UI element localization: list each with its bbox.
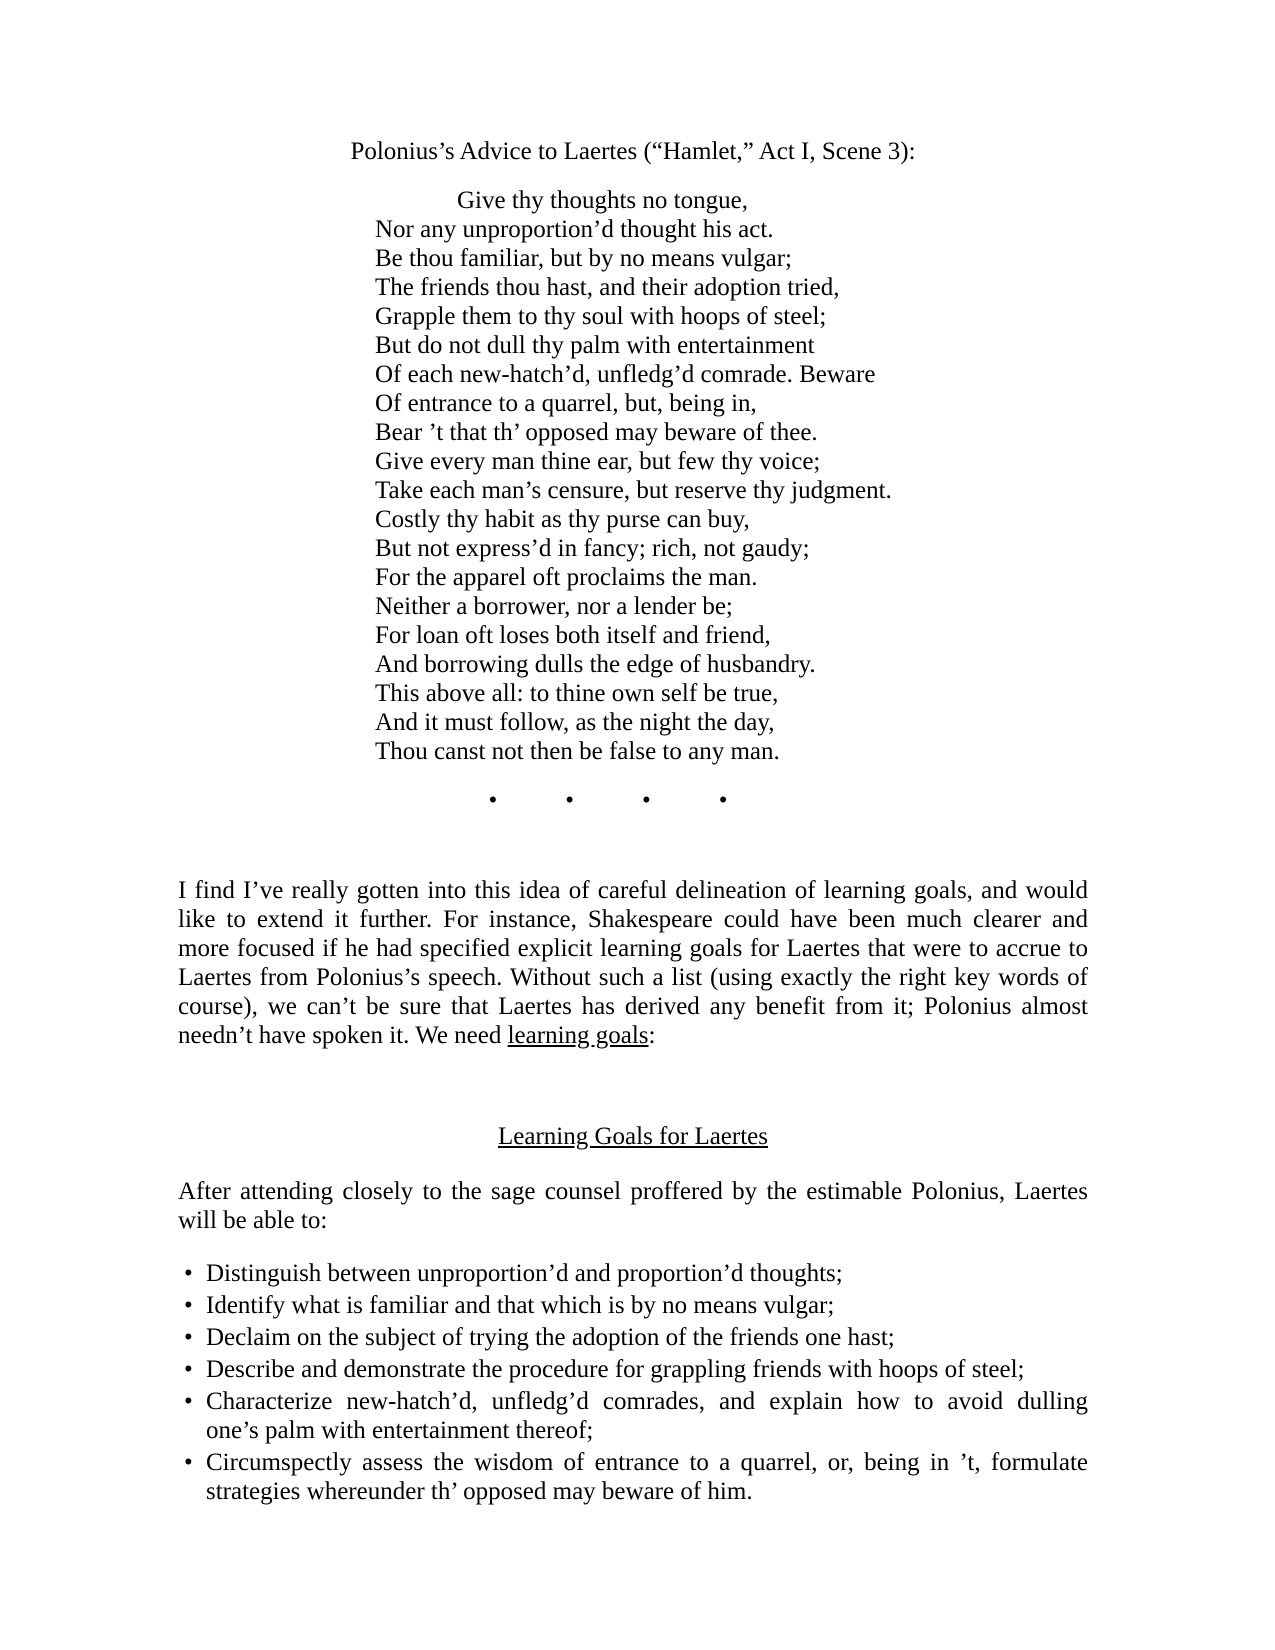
document-page (178, 0, 1088, 1506)
list-item (178, 1448, 1088, 1506)
goal-line: Distinguish between unproportion’d and proportion’d thoughts; (206, 1260, 843, 1287)
section-heading: Learning Goals for Laertes (497, 1123, 769, 1150)
poem-line: Costly thy habit as thy purse can buy, (375, 506, 750, 533)
poem-line: For the apparel oft proclaims the man. (375, 564, 758, 591)
underlined-phrase: learning goals (507, 1022, 649, 1049)
commentary-last-line-prefix: needn’t have spoken it. We need (178, 1022, 508, 1049)
section-separator (153, 786, 1063, 815)
bullet-icon: • (184, 1260, 193, 1287)
intro-paragraph (178, 1177, 1088, 1235)
intro-line: After attending closely to the sage counsel proffered by the estimable Polonius, Laertes (178, 1178, 1088, 1205)
list-item (178, 1355, 1088, 1384)
poem-line: Neither a borrower, nor a lender be; (375, 593, 733, 620)
bullet-icon: • (184, 1449, 193, 1476)
poem-line: Be thou familiar, but by no means vulgar; (375, 245, 792, 272)
poem-line: Grapple them to thy soul with hoops of steel; (375, 303, 827, 330)
separator-bullet-icon: • (488, 787, 498, 814)
poem-line: Of entrance to a quarrel, but, being in, (375, 390, 757, 417)
commentary-line: more focused if he had specified explicit learning goals for Laertes that were to accrue to (178, 935, 1088, 962)
poem-title: Polonius’s Advice to Laertes (“Hamlet,” Act I, Scene 3): (350, 138, 916, 165)
list-item (178, 1323, 1088, 1352)
goal-line: Identify what is familiar and that which is by no means vulgar; (206, 1292, 835, 1319)
list-item (178, 1259, 1088, 1288)
learning-goals-list (178, 1259, 1088, 1506)
poem-line: But not express’d in fancy; rich, not gaudy; (375, 535, 810, 562)
separator-bullet-icon: • (565, 787, 574, 814)
poem-line: Of each new-hatch’d, unfledg’d comrade. Beware (375, 361, 876, 388)
goal-line: Characterize new-hatch’d, unfledg’d comrades, and explain how to avoid dulling (206, 1388, 1088, 1415)
commentary-line: Laertes from Polonius’s speech. Without such a list (using exactly the right key words of (178, 964, 1088, 991)
list-item (178, 1291, 1088, 1320)
poem-line: But do not dull thy palm with entertainment (375, 332, 815, 359)
intro-line: will be able to: (178, 1207, 328, 1234)
poem-line: Take each man’s censure, but reserve thy judgment. (375, 477, 892, 504)
poem-line: Nor any unproportion’d thought his act. (375, 216, 774, 243)
poem (375, 186, 1088, 766)
separator-bullet-icon: • (642, 787, 651, 814)
poem-line: Give thy thoughts no tongue, (457, 187, 748, 214)
goal-line: one’s palm with entertainment thereof; (206, 1417, 594, 1444)
separator-bullet-icon: • (718, 787, 728, 814)
poem-line: The friends thou hast, and their adoption tried, (375, 274, 840, 301)
poem-line: Bear ’t that th’ opposed may beware of thee. (375, 419, 818, 446)
list-item (178, 1387, 1088, 1445)
goal-line: Circumspectly assess the wisdom of entrance to a quarrel, or, being in ’t, formulate (206, 1449, 1088, 1476)
goal-line: Describe and demonstrate the procedure for grappling friends with hoops of steel; (206, 1356, 1025, 1383)
poem-line: This above all: to thine own self be true, (375, 680, 779, 707)
poem-line: Thou canst not then be false to any man. (375, 738, 780, 765)
commentary-line: course), we can’t be sure that Laertes has derived any benefit from it; Polonius almost (178, 993, 1088, 1020)
bullet-icon: • (184, 1388, 193, 1415)
poem-line: Give every man thine ear, but few thy voice; (375, 448, 821, 475)
bullet-icon: • (184, 1292, 193, 1319)
commentary-paragraph (178, 876, 1088, 1050)
commentary-last-line-suffix: : (648, 1022, 656, 1049)
commentary-line: I find I’ve really gotten into this idea of careful delineation of learning goals, and would (178, 877, 1088, 904)
poem-line: And borrowing dulls the edge of husbandry. (375, 651, 816, 678)
commentary-line: like to extend it further. For instance, Shakespeare could have been much clearer and (178, 906, 1088, 933)
poem-line: For loan oft loses both itself and friend, (375, 622, 771, 649)
bullet-icon: • (184, 1356, 193, 1383)
goal-line: strategies whereunder th’ opposed may beware of him. (206, 1478, 753, 1505)
goal-line: Declaim on the subject of trying the adoption of the friends one hast; (206, 1324, 895, 1351)
poem-line: And it must follow, as the night the day, (375, 709, 775, 736)
bullet-icon: • (184, 1324, 193, 1351)
commentary-last-line (178, 1021, 1088, 1050)
